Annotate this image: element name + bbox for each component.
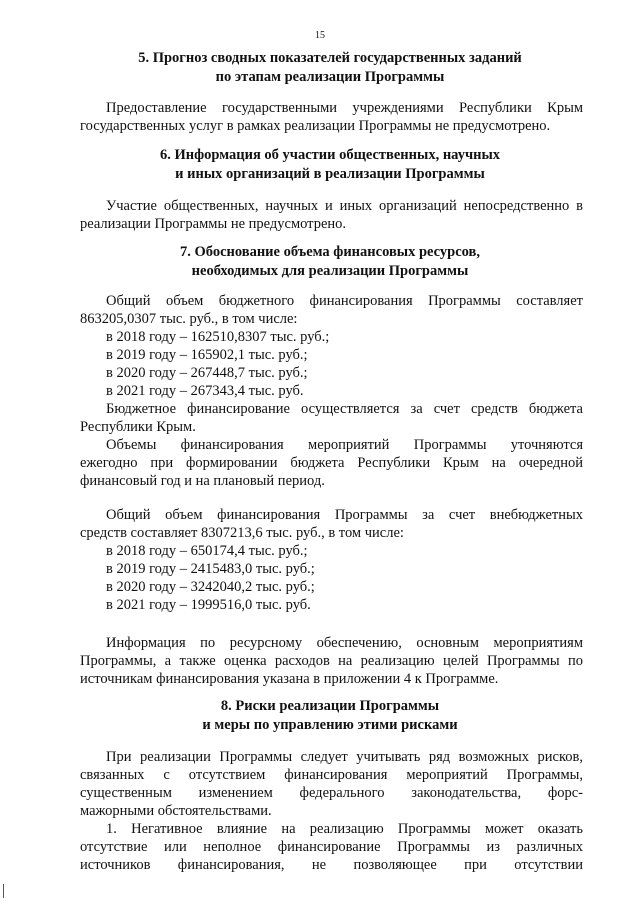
- paragraph-line: Участие общественных, научных и иных организаций непосредственно в: [106, 198, 583, 214]
- year-line: в 2018 году – 650174,4 тыс. руб.;: [106, 543, 308, 559]
- paragraph-line: Общий объем бюджетного финансирования Программы составляет: [106, 293, 583, 309]
- year-line: в 2021 году – 1999516,0 тыс. руб.: [106, 597, 311, 613]
- paragraph-line: При реализации Программы следует учитывать ряд возможных рисков,: [106, 749, 583, 765]
- year-line: в 2018 году – 162510,8307 тыс. руб.;: [106, 329, 330, 345]
- section-7-title-line-2: необходимых для реализации Программы: [191, 263, 469, 279]
- year-line: в 2020 году – 3242040,2 тыс. руб.;: [106, 579, 315, 595]
- year-line: в 2019 году – 2415483,0 тыс. руб.;: [106, 561, 315, 577]
- scan-margin-mark: [3, 884, 4, 898]
- section-6-title-line-2: и иных организаций в реализации Программы: [175, 166, 485, 182]
- paragraph-line: государственных услуг в рамках реализации Программы не предусмотрено.: [80, 118, 551, 134]
- paragraph-line: источникам финансирования указана в приложении 4 к Программе.: [80, 671, 499, 687]
- paragraph-line: Информация по ресурсному обеспечению, основным мероприятиям: [106, 635, 583, 651]
- paragraph-line: Республики Крым.: [80, 419, 196, 435]
- section-5-title-line-2: по этапам реализации Программы: [215, 69, 445, 85]
- section-7-heading: [80, 243, 580, 281]
- page-number: 15: [315, 30, 325, 41]
- paragraph-line: реализации Программы не предусмотрено.: [80, 216, 347, 232]
- section-6-title-line-1: 6. Информация об участии общественных, научных: [159, 147, 501, 163]
- paragraph-line: источников финансирования, не позволяющее при отсутствии: [80, 857, 583, 873]
- year-line: в 2021 году – 267343,4 тыс. руб.: [106, 383, 304, 399]
- paragraph-line: Предоставление государственными учреждениями Республики Крым: [106, 100, 583, 116]
- section-8-title-line-2: и меры по управлению этими рисками: [202, 717, 458, 733]
- section-6-heading: [80, 146, 580, 184]
- paragraph-line: отсутствие или неполное финансирование Программы из различных: [80, 839, 583, 855]
- paragraph-line: существенным изменением федерального законодательства, форс-: [80, 785, 583, 801]
- paragraph-line: финансовый год и на плановый период.: [80, 473, 325, 489]
- paragraph-line: Программы, а также оценка расходов на реализацию целей Программы по: [80, 653, 583, 669]
- paragraph-line: 1. Негативное влияние на реализацию Программы может оказать: [106, 821, 583, 837]
- paragraph-line: Объемы финансирования мероприятий Программы уточняются: [106, 437, 583, 453]
- paragraph-line: связанных с отсутствием финансирования мероприятий Программы,: [80, 767, 583, 783]
- paragraph-line: Общий объем финансирования Программы за счет внебюджетных: [106, 507, 583, 523]
- section-8-heading: [80, 697, 580, 735]
- paragraph-line: Бюджетное финансирование осуществляется за счет средств бюджета: [106, 401, 583, 417]
- paragraph-line: средств составляет 8307213,6 тыс. руб., в том числе:: [80, 525, 404, 541]
- section-5-heading: [80, 49, 580, 87]
- section-5-title-line-1: 5. Прогноз сводных показателей государственных заданий: [138, 50, 522, 66]
- year-line: в 2020 году – 267448,7 тыс. руб.;: [106, 365, 308, 381]
- section-7-title-line-1: 7. Обоснование объема финансовых ресурсов,: [179, 244, 480, 260]
- paragraph-line: мажорными обстоятельствами.: [80, 803, 272, 819]
- paragraph-line: 863205,0307 тыс. руб., в том числе:: [80, 311, 298, 327]
- paragraph-line: ежегодно при формировании бюджета Республики Крым на очередной: [80, 455, 583, 471]
- section-8-title-line-1: 8. Риски реализации Программы: [220, 698, 440, 714]
- year-line: в 2019 году – 165902,1 тыс. руб.;: [106, 347, 308, 363]
